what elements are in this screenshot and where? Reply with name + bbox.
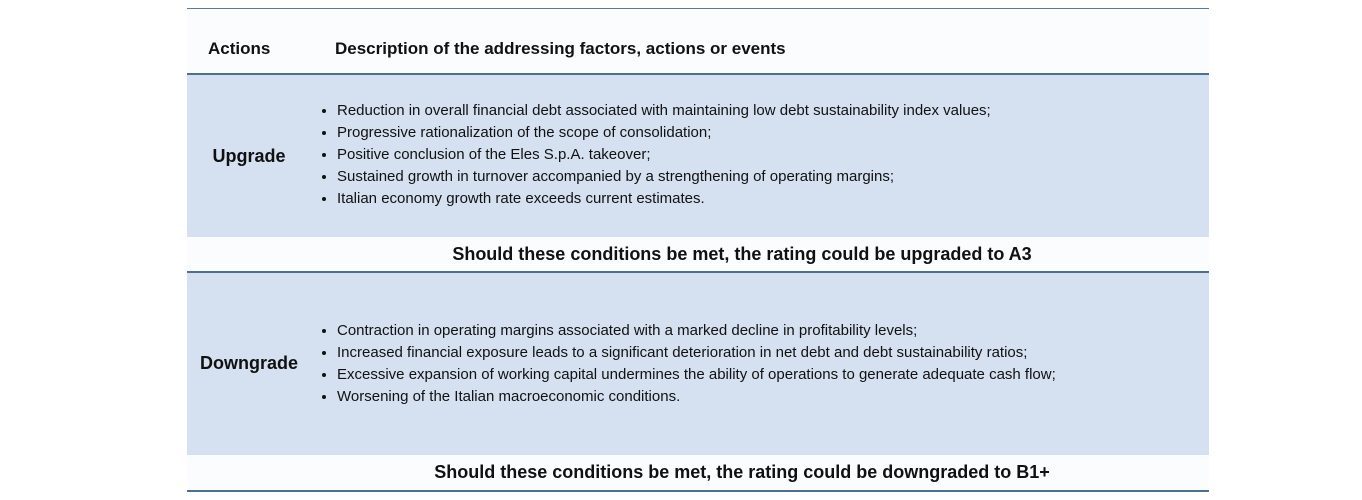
table-header-row [187, 9, 1209, 73]
table-bottom-rule [187, 490, 1209, 492]
upgrade-row [187, 75, 1209, 237]
list-item: • Sustained growth in turnover accompanied by a strengthening of operating margins; [337, 166, 991, 188]
downgrade-factors-list [317, 320, 1056, 408]
list-item: • Italian economy growth rate exceeds current estimates. [337, 188, 991, 210]
downgrade-row [187, 273, 1209, 455]
rating-actions-table [187, 8, 1209, 492]
upgrade-conclusion: Should these conditions be met, the rating could be upgraded to A3 [452, 244, 1032, 264]
list-item: • Positive conclusion of the Eles S.p.A. takeover; [337, 144, 991, 166]
list-item: • Worsening of the Italian macroeconomic conditions. [337, 386, 1056, 408]
list-item: • Reduction in overall financial debt associated with maintaining low debt sustainability index values; [337, 100, 991, 122]
list-item: • Excessive expansion of working capital undermines the ability of operations to generate adequate cash flow; [337, 364, 1056, 386]
list-item: • Contraction in operating margins associated with a marked decline in profitability levels; [337, 320, 1056, 342]
header-description: Description of the addressing factors, actions or events [335, 39, 786, 58]
list-item: • Increased financial exposure leads to a significant deterioration in net debt and debt sustainability ratios; [337, 342, 1056, 364]
list-item: • Progressive rationalization of the scope of consolidation; [337, 122, 991, 144]
downgrade-conclusion-row [187, 455, 1209, 490]
upgrade-factors-list [317, 100, 991, 210]
upgrade-label: Upgrade [212, 146, 286, 166]
header-actions: Actions [208, 39, 271, 58]
downgrade-label: Downgrade [199, 353, 298, 373]
upgrade-conclusion-row [187, 237, 1209, 271]
downgrade-conclusion: Should these conditions be met, the rating could be downgraded to B1+ [434, 462, 1050, 482]
